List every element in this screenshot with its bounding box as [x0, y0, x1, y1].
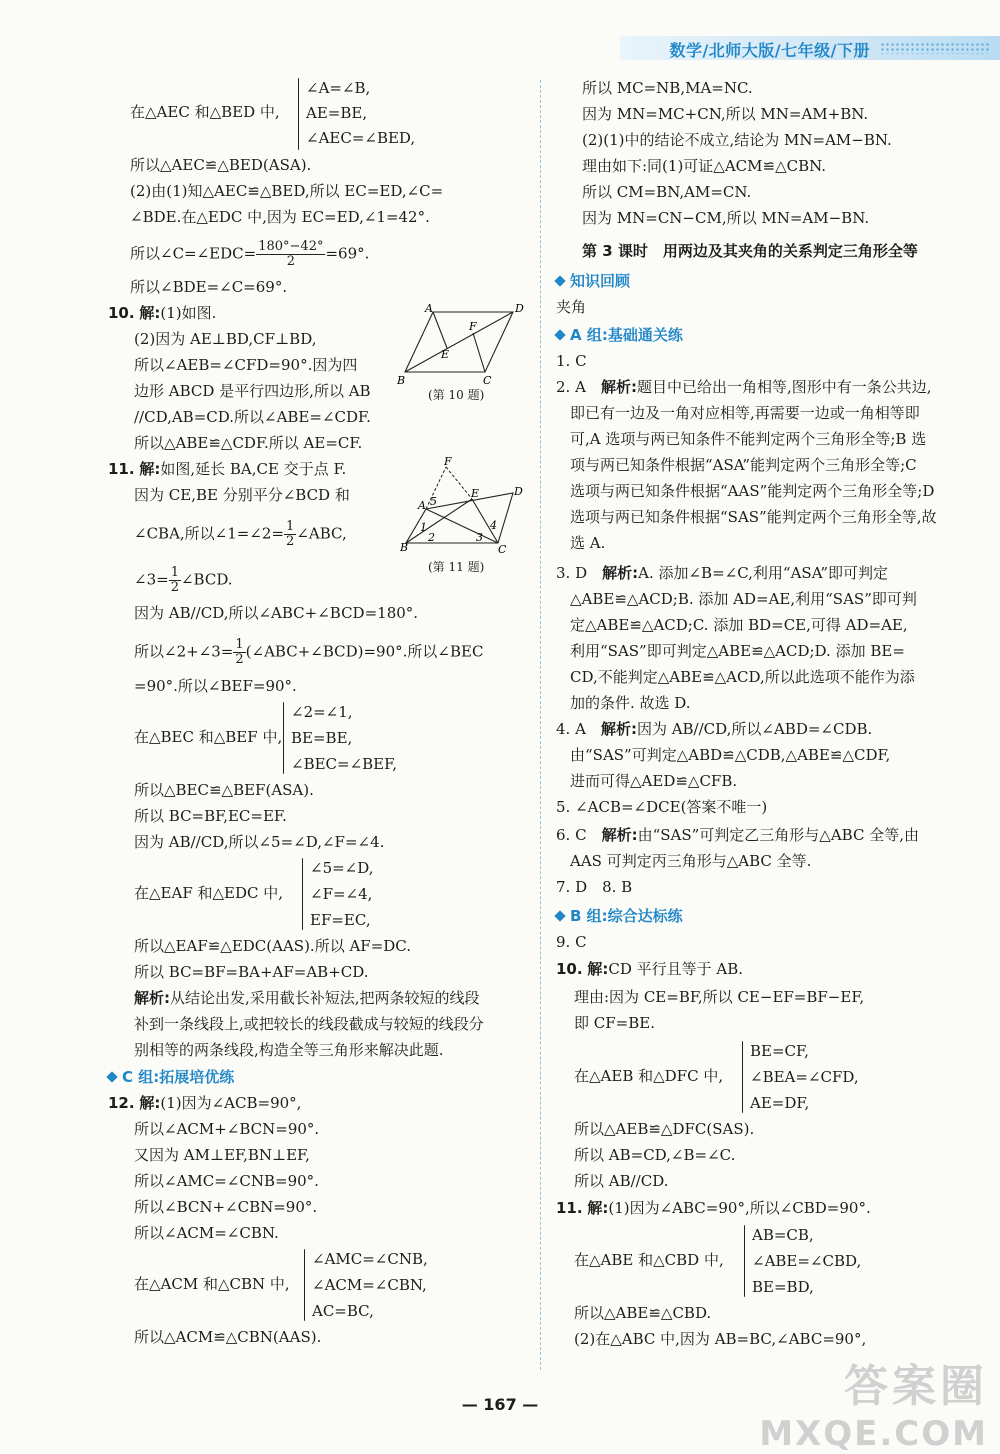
text-line: 因为 MN=MC+CN,所以 MN=AM+BN. — [582, 105, 869, 123]
analysis-line — [134, 988, 480, 1008]
question-10-b — [556, 959, 743, 979]
diamond-icon — [106, 1071, 117, 1082]
section-heading-recall — [556, 270, 630, 291]
text-span: (1)如图. — [160, 304, 217, 322]
text-line: 1. C — [556, 352, 587, 370]
text-line: ∠BEC=∠BEF, — [291, 755, 397, 773]
solution-label: 解: — [587, 960, 609, 978]
fraction-numerator: 1 — [235, 637, 244, 652]
section-heading-text: B 组:综合达标练 — [570, 907, 683, 925]
text-span: 因为 AB//CD,所以∠ABD=∠CDB. — [636, 720, 873, 738]
text-line — [556, 377, 931, 397]
figure-label: 3 — [476, 531, 483, 544]
figure-label: C — [483, 374, 492, 387]
text-span: 如图,延长 BA,CE 交于点 F. — [160, 460, 347, 478]
header-dot-pattern — [880, 42, 990, 54]
fraction-denominator: 2 — [286, 254, 295, 269]
text-line — [556, 719, 872, 739]
text-line: BE=CF, — [750, 1042, 809, 1060]
text-line: 5. ∠ACB=∠DCE(答案不唯一) — [556, 798, 768, 816]
fraction-numerator: 180°−42° — [258, 239, 324, 254]
text-line: AAS 可判定丙三角形与△ABC 全等. — [570, 852, 812, 870]
page-number-value: 167 — [483, 1395, 517, 1414]
text-line: (2)在△ABC 中,因为 AB=BC,∠ABC=90°, — [574, 1330, 867, 1348]
text-line: 选 A. — [570, 534, 606, 552]
text-line: ∠AEC=∠BED, — [306, 129, 416, 147]
text-line: 所以∠BDE=∠C=69°. — [130, 278, 288, 296]
text-span: ∠BCD. — [180, 570, 233, 589]
figure-label: A — [418, 499, 426, 512]
fraction-denominator: 2 — [170, 580, 179, 595]
figure-label: 4 — [490, 519, 497, 532]
text-line: =90°.所以∠BEF=90°. — [134, 677, 297, 695]
text-line: 所以△ABE≌△CBD. — [574, 1304, 712, 1322]
text-span: =69°. — [325, 244, 370, 263]
section-heading-text: 知识回顾 — [570, 272, 631, 290]
text-line: 在△EAF 和△EDC 中, — [134, 884, 284, 902]
figure-10-caption: (第 10 题) — [428, 388, 485, 402]
fraction — [233, 638, 245, 667]
text-line — [134, 520, 347, 549]
text-line — [134, 566, 233, 595]
text-line: 7. D 8. B — [556, 878, 633, 896]
text-line: 在△BEC 和△BEF 中, — [134, 728, 283, 746]
brace — [283, 702, 284, 774]
question-11-b — [556, 1198, 871, 1218]
text-line: 在△AEC 和△BED 中, — [130, 103, 280, 121]
text-line: 选项与两已知条件根据“AAS”能判定两个三角形全等;D — [570, 482, 935, 500]
question-number: 10. — [556, 960, 583, 978]
text-line: ∠5=∠D, — [310, 859, 374, 877]
fraction — [169, 566, 181, 595]
text-line: 因为 AB//CD,所以∠5=∠D,∠F=∠4. — [134, 833, 385, 851]
analysis-label: 解析: — [601, 826, 638, 844]
text-line: 所以 MC=NB,MA=NC. — [582, 79, 753, 97]
text-line: 由“SAS”可判定△ABD≌△CDB,△ABE≌△CDF, — [570, 746, 891, 764]
text-span: 从结论出发,采用截长补短法,把两条较短的线段 — [170, 989, 480, 1007]
answer-head: 2. A — [556, 378, 586, 396]
text-line: CD,不能判定△ABE≌△ACD,所以此选项不能作为添 — [570, 668, 915, 686]
text-line: 定△ABE≌△ACD;C. 添加 BD=CE,可得 AD=AE, — [570, 616, 908, 634]
section-heading-text: A 组:基础通关练 — [570, 326, 683, 344]
analysis-label: 解析: — [134, 989, 170, 1007]
text-line: 即已有一边及一角对应相等,再需要一边或一角相等即 — [570, 404, 920, 422]
figure-label: D — [514, 485, 523, 498]
question-number: 10. — [108, 304, 135, 322]
fraction-denominator: 2 — [235, 652, 244, 667]
fraction-numerator: 1 — [286, 519, 295, 534]
text-line: 所以△BEC≌△BEF(ASA). — [134, 781, 314, 799]
text-span: 所以∠C=∠EDC= — [130, 244, 257, 263]
text-line: 进而可得△AED≌△CFB. — [570, 772, 738, 790]
text-line: ∠ACM=∠CBN, — [312, 1276, 427, 1294]
text-line: ∠ABE=∠CBD, — [752, 1252, 862, 1270]
text-line — [556, 825, 919, 845]
text-line: 所以△ABE≌△CDF.所以 AE=CF. — [134, 434, 363, 452]
text-line: 项与两已知条件根据“ASA”能判定两个三角形全等;C — [570, 456, 917, 474]
text-line: (2)由(1)知△AEC≌△BED,所以 EC=ED,∠C= — [130, 182, 444, 200]
brace — [298, 78, 299, 150]
figure-label: A — [425, 302, 433, 315]
figure-10-parallelogram — [395, 300, 530, 390]
text-line: 加的条件. 故选 D. — [570, 694, 691, 712]
text-line: AE=DF, — [750, 1094, 810, 1112]
text-line: 即 CF=BE. — [574, 1014, 655, 1032]
solution-label: 解: — [139, 304, 161, 322]
text-line: 因为 AB//CD,所以∠ABC+∠BCD=180°. — [134, 604, 419, 622]
text-line: 补到一条线段上,或把较长的线段截成与较短的线段分 — [134, 1015, 484, 1033]
figure-label: 1 — [420, 521, 427, 534]
fraction-numerator: 1 — [170, 565, 179, 580]
text-line: AB=CB, — [752, 1226, 814, 1244]
figure-label: B — [397, 374, 406, 387]
text-line: 夹角 — [556, 298, 587, 316]
text-span: (1)因为∠ABC=90°,所以∠CBD=90°. — [608, 1199, 871, 1217]
text-line: 因为 MN=CN−CM,所以 MN=AM−BN. — [582, 209, 870, 227]
text-line: 所以△EAF≌△EDC(AAS).所以 AF=DC. — [134, 937, 412, 955]
lesson-title: 第 3 课时 用两边及其夹角的关系判定三角形全等 — [582, 242, 918, 260]
figure-label: 5 — [430, 495, 437, 508]
text-line: 在△ABE 和△CBD 中, — [574, 1251, 724, 1269]
question-number: 11. — [556, 1199, 583, 1217]
text-line: 所以 AB=CD,∠B=∠C. — [574, 1146, 736, 1164]
text-span: 所以∠2+∠3= — [134, 642, 234, 661]
text-line: 所以∠BCN+∠CBN=90°. — [134, 1198, 318, 1216]
text-line: EF=EC, — [310, 911, 371, 929]
text-line — [134, 638, 483, 667]
text-line: 选项与两已知条件根据“SAS”能判定两个三角形全等,故 — [570, 508, 937, 526]
text-line: 理由:因为 CE=BF,所以 CE−EF=BF−EF, — [574, 988, 865, 1006]
figure-label: F — [444, 455, 452, 468]
question-number: 11. — [108, 460, 135, 478]
question-number: 12. — [108, 1094, 135, 1112]
text-line: 所以△AEB≌△DFC(SAS). — [574, 1120, 755, 1138]
text-line: 利用“SAS”即可判定△ABE≌△ACD;D. 添加 BE= — [570, 642, 905, 660]
figure-label: 2 — [428, 531, 435, 544]
text-span: 由“SAS”可判定乙三角形与△ABC 全等,由 — [637, 826, 919, 844]
text-line: ∠A=∠B, — [306, 79, 371, 97]
text-line: BE=BE, — [291, 729, 353, 747]
text-span: CD 平行且等于 AB. — [608, 960, 744, 978]
column-divider — [540, 80, 541, 1370]
text-line: 又因为 AM⊥EF,BN⊥EF, — [134, 1146, 310, 1164]
fraction — [284, 520, 296, 549]
figure-11-caption: (第 11 题) — [428, 560, 485, 574]
text-line: ∠BDE.在△EDC 中,因为 EC=ED,∠1=42°. — [130, 208, 430, 226]
text-line: 所以 BC=BF,EC=EF. — [134, 807, 287, 825]
text-line: 因为 CE,BE 分别平分∠BCD 和 — [134, 486, 350, 504]
diamond-icon — [554, 910, 565, 921]
answer-head: 3. D — [556, 564, 588, 582]
text-line: 所以 BC=BF=BA+AF=AB+CD. — [134, 963, 369, 981]
answer-head: 6. C — [556, 826, 587, 844]
brace — [304, 1249, 305, 1321]
text-line: 边形 ABCD 是平行四边形,所以 AB — [134, 382, 371, 400]
text-line: 在△ACM 和△CBN 中, — [134, 1275, 290, 1293]
figure-label: E — [471, 487, 480, 500]
text-line: 别相等的两条线段,构造全等三角形来解决此题. — [134, 1041, 444, 1059]
header-title: 数学/北师大版/七年级/下册 — [669, 41, 870, 60]
text-span: (1)因为∠ACB=90°, — [160, 1094, 302, 1112]
text-line: ∠2=∠1, — [291, 703, 353, 721]
solution-label: 解: — [139, 1094, 161, 1112]
section-heading-a — [556, 324, 683, 345]
text-span: ∠3= — [134, 570, 169, 589]
brace — [744, 1225, 745, 1297]
text-line: ∠AMC=∠CNB, — [312, 1250, 428, 1268]
figure-label: E — [441, 348, 450, 361]
text-line: △ABE≌△ACD;B. 添加 AD=AE,利用“SAS”即可判 — [570, 590, 917, 608]
watermark-url: MXQE.COM — [759, 1414, 988, 1454]
text-line: 理由如下:同(1)可证△ACM≌△CBN. — [582, 157, 827, 175]
text-line: 所以△AEC≌△BED(ASA). — [130, 156, 312, 174]
text-span: (∠ABC+∠BCD)=90°.所以∠BEC — [245, 642, 484, 661]
section-heading-text: C 组:拓展培优练 — [122, 1068, 235, 1086]
section-heading-c — [108, 1066, 234, 1087]
fraction-denominator: 2 — [286, 534, 295, 549]
text-line: 在△AEB 和△DFC 中, — [574, 1067, 724, 1085]
text-line — [130, 240, 369, 269]
question-10 — [108, 303, 216, 323]
solution-label: 解: — [587, 1199, 609, 1217]
text-line: AE=BE, — [306, 104, 368, 122]
text-line: 可,A 选项与两已知条件不能判定两个三角形全等;B 选 — [570, 430, 927, 448]
watermark — [759, 1350, 988, 1454]
text-line: 所以∠AEB=∠CFD=90°.因为四 — [134, 356, 358, 374]
answer-head: 4. A — [556, 720, 586, 738]
question-12 — [108, 1093, 301, 1113]
text-span: 题目中已给出一角相等,图形中有一条公共边, — [636, 378, 932, 396]
section-heading-b — [556, 905, 683, 926]
text-line: ∠F=∠4, — [310, 885, 373, 903]
diamond-icon — [554, 329, 565, 340]
text-line: 所以∠ACM=∠CBN. — [134, 1224, 279, 1242]
text-line: (2)因为 AE⊥BD,CF⊥BD, — [134, 330, 317, 348]
figure-11-trapezoid — [398, 455, 528, 555]
analysis-label: 解析: — [600, 720, 637, 738]
text-line: (2)(1)中的结论不成立,结论为 MN=AM−BN. — [582, 131, 892, 149]
figure-label: F — [469, 320, 477, 333]
figure-label: D — [515, 302, 524, 315]
solution-label: 解: — [139, 460, 161, 478]
text-line: 所以 AB//CD. — [574, 1172, 669, 1190]
figure-label: B — [400, 541, 409, 554]
text-span: A. 添加∠B=∠C,利用“ASA”即可判定 — [638, 564, 889, 582]
text-line: 所以△ACM≌△CBN(AAS). — [134, 1328, 322, 1346]
brace — [302, 858, 303, 930]
analysis-label: 解析: — [602, 564, 639, 582]
text-line: AC=BC, — [312, 1302, 374, 1320]
text-line: ∠BEA=∠CFD, — [750, 1068, 859, 1086]
page-number: — 167 — — [461, 1395, 539, 1414]
figure-label: C — [498, 543, 507, 555]
watermark-text: 答案圈 — [844, 1361, 988, 1412]
text-line: 所以∠ACM+∠BCN=90°. — [134, 1120, 320, 1138]
text-line: //CD,AB=CD.所以∠ABE=∠CDF. — [134, 408, 371, 426]
diamond-icon — [554, 275, 565, 286]
brace — [742, 1041, 743, 1113]
text-line: BE=BD, — [752, 1278, 814, 1296]
question-11 — [108, 459, 346, 479]
analysis-label: 解析: — [600, 378, 637, 396]
text-line — [556, 563, 888, 583]
text-line: 所以 CM=BN,AM=CN. — [582, 183, 752, 201]
text-span: ∠CBA,所以∠1=∠2= — [134, 524, 285, 543]
text-line: 所以∠AMC=∠CNB=90°. — [134, 1172, 319, 1190]
text-span: ∠ABC, — [296, 524, 347, 543]
fraction — [256, 240, 325, 269]
text-line: 9. C — [556, 933, 587, 951]
